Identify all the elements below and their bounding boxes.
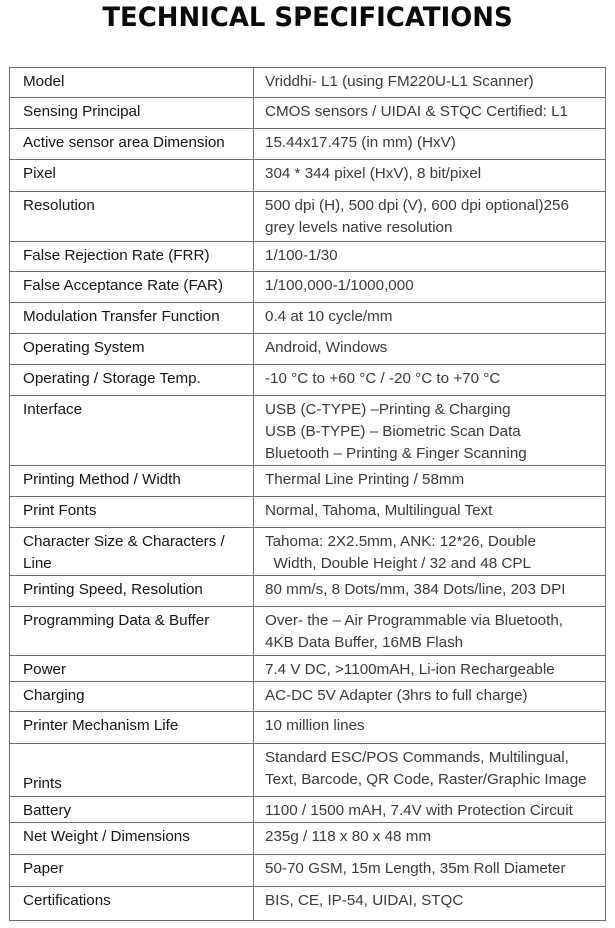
spec-row [10, 303, 606, 334]
spec-value-line: 10 million lines [265, 717, 365, 734]
spec-row [10, 528, 606, 576]
spec-label-text: Interface [23, 401, 83, 418]
spec-row [10, 160, 606, 192]
spec-value-line: Text, Barcode, QR Code, Raster/Graphic Image [265, 771, 587, 788]
spec-row [10, 712, 606, 744]
spec-row [10, 272, 606, 303]
spec-label-text: Charging [23, 687, 85, 704]
spec-label-text: Model [23, 73, 65, 90]
spec-label [10, 160, 254, 192]
spec-value-line: Standard ESC/POS Commands, Multilingual, [265, 749, 569, 766]
spec-value [254, 855, 606, 887]
spec-value [254, 656, 606, 682]
spec-value-line: 235g / 118 x 80 x 48 mm [265, 828, 432, 845]
spec-row [10, 192, 606, 242]
spec-value-line: USB (C-TYPE) –Printing & Charging [265, 401, 511, 418]
spec-label [10, 396, 254, 466]
spec-label-text: Certifications [23, 892, 111, 909]
spec-label [10, 682, 254, 712]
spec-value-line: Android, Windows [265, 339, 388, 356]
spec-value [254, 497, 606, 528]
spec-value-line: -10 °C to +60 °C / -20 °C to +70 °C [265, 370, 501, 387]
spec-label [10, 576, 254, 607]
spec-value [254, 365, 606, 396]
spec-row [10, 607, 606, 656]
spec-row [10, 797, 606, 823]
spec-label [10, 497, 254, 528]
spec-label-text: Operating / Storage Temp. [23, 370, 201, 387]
spec-label [10, 887, 254, 921]
spec-value-line: 15.44x17.475 (in mm) (HxV) [265, 134, 456, 151]
spec-value [254, 192, 606, 242]
spec-row [10, 396, 606, 466]
spec-label [10, 129, 254, 160]
spec-label-text: Printer Mechanism Life [23, 717, 179, 734]
spec-value [254, 272, 606, 303]
spec-value-line: 0.4 at 10 cycle/mm [265, 308, 393, 325]
spec-value [254, 303, 606, 334]
spec-label-text: Modulation Transfer Function [23, 308, 220, 325]
spec-label-text: Sensing Principal [23, 103, 141, 120]
spec-value-line: 7.4 V DC, >1100mAH, Li-ion Rechargeable [265, 661, 555, 678]
spec-value [254, 682, 606, 712]
spec-value-line: Normal, Tahoma, Multilingual Text [265, 502, 493, 519]
spec-value [254, 887, 606, 921]
spec-value [254, 98, 606, 129]
spec-label-text: Resolution [23, 197, 95, 214]
spec-row [10, 68, 606, 98]
spec-value [254, 242, 606, 272]
spec-value-line: 1/100,000-1/1000,000 [265, 277, 414, 294]
spec-row [10, 334, 606, 365]
spec-label-text: False Rejection Rate (FRR) [23, 247, 210, 264]
spec-label-text: Active sensor area Dimension [23, 134, 225, 151]
spec-row [10, 744, 606, 797]
spec-row [10, 98, 606, 129]
spec-label-text: Net Weight / Dimensions [23, 828, 190, 845]
spec-label [10, 68, 254, 98]
spec-value [254, 712, 606, 744]
spec-value [254, 607, 606, 656]
spec-row [10, 576, 606, 607]
spec-value-line: grey levels native resolution [265, 219, 453, 236]
spec-value [254, 797, 606, 823]
spec-label [10, 365, 254, 396]
specifications-table-body [10, 68, 606, 921]
spec-value [254, 466, 606, 497]
spec-row [10, 682, 606, 712]
spec-value-line: Tahoma: 2X2.5mm, ANK: 12*26, Double [265, 533, 536, 550]
spec-value-line: Vriddhi- L1 (using FM220U-L1 Scanner) [265, 73, 534, 90]
spec-value [254, 68, 606, 98]
spec-label [10, 607, 254, 656]
spec-row [10, 365, 606, 396]
spec-label [10, 528, 254, 576]
spec-value [254, 129, 606, 160]
spec-label-text: Battery [23, 802, 72, 819]
spec-row [10, 497, 606, 528]
spec-row [10, 855, 606, 887]
spec-label [10, 272, 254, 303]
spec-row [10, 466, 606, 497]
spec-value [254, 823, 606, 855]
spec-label-text: Paper [23, 860, 64, 877]
spec-value-line: Bluetooth – Printing & Finger Scanning [265, 445, 527, 462]
spec-label-text: Operating System [23, 339, 145, 356]
spec-label-line: Character Size & Characters / [23, 533, 225, 550]
spec-value-line: 304 * 344 pixel (HxV), 8 bit/pixel [265, 165, 482, 182]
spec-label-line: Line [23, 555, 52, 572]
spec-row [10, 129, 606, 160]
spec-value-line: 1100 / 1500 mAH, 7.4V with Protection Circuit [265, 802, 573, 819]
spec-label [10, 242, 254, 272]
spec-label-text: Pixel [23, 165, 56, 182]
spec-label-text: Programming Data & Buffer [23, 612, 210, 629]
spec-row [10, 887, 606, 921]
page-title: TECHNICAL SPECIFICATIONS [102, 2, 513, 33]
spec-label [10, 303, 254, 334]
spec-label [10, 712, 254, 744]
spec-value-line: 500 dpi (H), 500 dpi (V), 600 dpi optional)256 [265, 197, 569, 214]
spec-label-text: Power [23, 661, 67, 678]
spec-value-line: Width, Double Height / 32 and 48 CPL [265, 555, 531, 572]
spec-label [10, 797, 254, 823]
spec-label [10, 656, 254, 682]
specifications-table [9, 67, 606, 921]
spec-value [254, 334, 606, 365]
spec-label [10, 334, 254, 365]
spec-value-line: CMOS sensors / UIDAI & STQC Certified: L1 [265, 103, 568, 120]
spec-label-text: False Acceptance Rate (FAR) [23, 277, 224, 294]
spec-label [10, 466, 254, 497]
spec-value-line: 4KB Data Buffer, 16MB Flash [265, 634, 464, 651]
spec-value-line: 1/100-1/30 [265, 247, 338, 264]
spec-label [10, 855, 254, 887]
spec-row [10, 823, 606, 855]
spec-value-line: Thermal Line Printing / 58mm [265, 471, 465, 488]
spec-label-text: Prints [23, 775, 62, 792]
spec-row [10, 242, 606, 272]
spec-value [254, 576, 606, 607]
spec-value [254, 528, 606, 576]
spec-value-line: 50-70 GSM, 15m Length, 35m Roll Diameter [265, 860, 566, 877]
spec-value [254, 744, 606, 797]
spec-value-line: Over- the – Air Programmable via Bluetooth, [265, 612, 563, 629]
spec-label [10, 823, 254, 855]
spec-label-text: Print Fonts [23, 502, 97, 519]
spec-row [10, 656, 606, 682]
spec-label [10, 192, 254, 242]
spec-value [254, 160, 606, 192]
spec-label [10, 98, 254, 129]
spec-label-text: Printing Method / Width [23, 471, 181, 488]
spec-value [254, 396, 606, 466]
spec-label-text: Printing Speed, Resolution [23, 581, 203, 598]
spec-value-line: AC-DC 5V Adapter (3hrs to full charge) [265, 687, 528, 704]
spec-value-line: 80 mm/s, 8 Dots/mm, 384 Dots/line, 203 DPI [265, 581, 566, 598]
spec-value-line: USB (B-TYPE) – Biometric Scan Data [265, 423, 521, 440]
spec-value-line: BIS, CE, IP-54, UIDAI, STQC [265, 892, 464, 909]
spec-label [10, 744, 254, 797]
